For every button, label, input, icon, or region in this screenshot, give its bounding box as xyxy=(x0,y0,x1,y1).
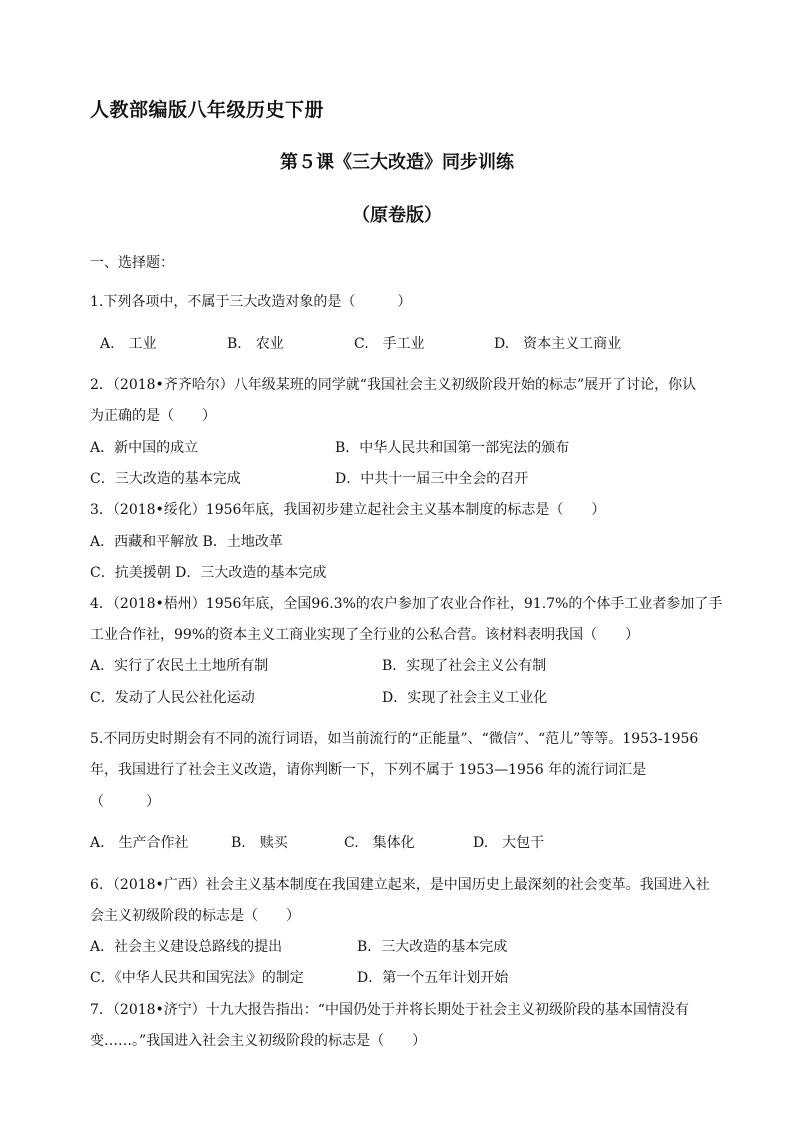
version-subtitle: （原卷版） xyxy=(352,205,442,226)
option-c-d: C．抗美援朝 D．三大改造的基本完成 xyxy=(90,565,327,581)
question-stem-line-1: 5.不同历史时期会有不同的流行词语，如当前流行的“正能量”、“微信”、“范儿”等等。1953-1956 xyxy=(90,731,699,747)
option-a: A．实行了农民土土地所有制 xyxy=(90,658,269,674)
question-stem-line-2: 年，我国进行了社会主义改造，请你判断一下，下列不属于 1953—1956 年的流行词汇是 xyxy=(90,762,647,778)
section-label: 一、选择题： xyxy=(90,255,174,271)
option-d: D. 资本主义工商业 xyxy=(494,336,622,352)
option-c: C．发动了人民公社化运动 xyxy=(90,690,255,706)
question-stem-line-1: 6．（2018•广西）社会主义基本制度在我国建立起来，是中国历史上最深刻的社会变革。我国进入社 xyxy=(90,877,710,893)
option-a: A. 生产合作社 xyxy=(90,835,189,851)
question-stem-line-1: 4．（2018•梧州）1956年底，全国96.3%的农户参加了农业合作社，91.7%的个体手工业者参加了手 xyxy=(90,596,723,612)
option-d: D．中共十一届三中全会的召开 xyxy=(335,471,529,487)
question-stem-line-1: 7．（2018•济宁）十九大报告指出：“中国仍处于并将长期处于社会主义初级阶段的基本国情没有 xyxy=(90,1002,689,1018)
option-c: C．《中华人民共和国宪法》的制定 xyxy=(90,970,304,986)
option-c: C. 集体化 xyxy=(344,835,415,851)
question-stem-line-2: 工业合作社，99%的资本主义工商业实现了全行业的公私合营。该材料表明我国（ ） xyxy=(90,627,640,643)
question-stem-line-1: 2．（2018•齐齐哈尔）八年级某班的同学就“我国社会主义初级阶段开始的标志”展开了讨论，你认 xyxy=(90,377,697,393)
option-c: C．三大改造的基本完成 xyxy=(90,471,241,487)
option-a: A. 工业 xyxy=(100,336,157,352)
option-d: D. 大包干 xyxy=(473,835,545,851)
option-b: B. 农业 xyxy=(227,336,284,352)
option-a: A．新中国的成立 xyxy=(90,440,199,456)
option-b: B．实现了社会主义公有制 xyxy=(382,658,547,674)
option-c: C. 手工业 xyxy=(354,336,425,352)
question-stem: 1.下列各项中，不属于三大改造对象的是（ ） xyxy=(90,294,412,310)
option-b: B. 赎买 xyxy=(231,835,288,851)
option-b: B．三大改造的基本完成 xyxy=(357,939,508,955)
question-stem-line-2: 会主义初级阶段的标志是（ ） xyxy=(90,908,300,924)
option-b: B．中华人民共和国第一部宪法的颁布 xyxy=(335,440,570,456)
option-a: A．社会主义建设总路线的提出 xyxy=(90,939,283,955)
series-header: 人教部编版八年级历史下册 xyxy=(90,99,325,121)
option-d: D．实现了社会主义工业化 xyxy=(382,690,548,706)
option-a-b: A．西藏和平解放 B．土地改革 xyxy=(90,534,283,550)
question-stem: 3．（2018•绥化）1956年底，我国初步建立起社会主义基本制度的标志是（ ） xyxy=(90,502,606,518)
question-stem-line-3: （ ） xyxy=(90,794,160,810)
question-stem-line-2: 为正确的是（ ） xyxy=(90,408,216,424)
lesson-title: 第５课《三大改造》同步训练 xyxy=(280,152,514,173)
question-stem-line-2: 变……。”我国进入社会主义初级阶段的标志是（ ） xyxy=(90,1033,427,1049)
option-d: D．第一个五年计划开始 xyxy=(357,970,509,986)
